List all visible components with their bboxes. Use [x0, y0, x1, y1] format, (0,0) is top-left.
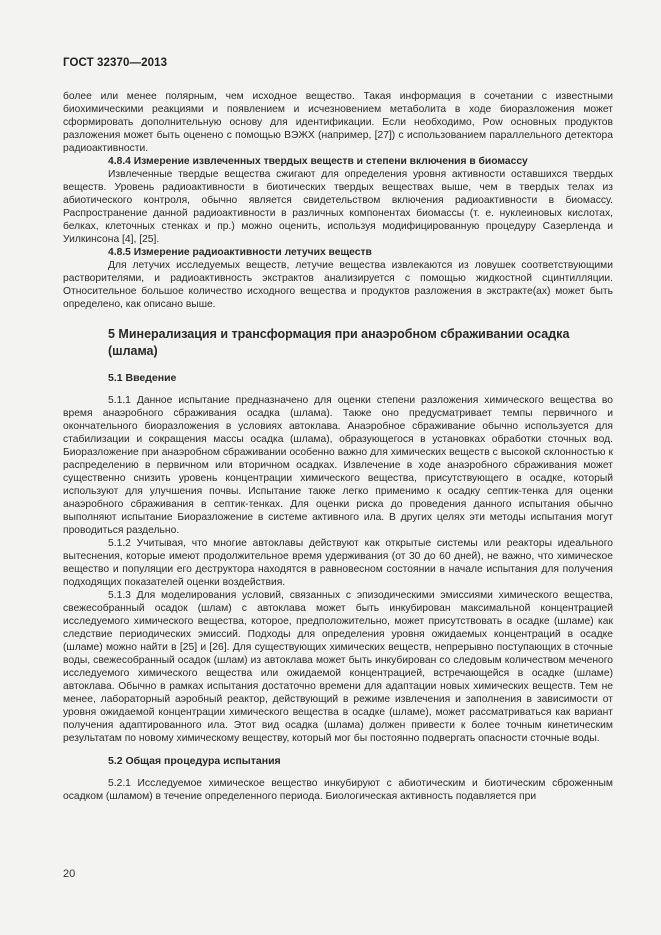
subsection-heading: 5.2 Общая процедура испытания [108, 755, 281, 767]
subsection-heading: 4.8.5 Измерение радиоактивности летучих веществ [108, 247, 372, 258]
document-body [63, 90, 613, 803]
paragraph: Извлеченные твердые вещества сжигают для определения уровня активности оставшихся твердых веществ. Уровень радиоактивности в биотических твердых веществах выше, чем в твердых телах из абиотического контроля, обычно является свидетельством включения радиоактивности в биомассу. Распространение данной радиоактивности в различных компонентах биомассы (т. е. нуклеиновых кислотах, белках, клеточных стенках и пр.) можно оценить, используя модифицированную процедуру Сазерленда и Уилкинсона [4], [25]. [63, 169, 613, 245]
subsection-heading: 5.1 Введение [108, 372, 177, 384]
paragraph: более или менее полярным, чем исходное вещество. Такая информация в сочетании с известными биохимическими реакциями и появлением и исчезновением метаболита в ходе биоразложения может сформировать дополнительную основу для идентификации. Если необходимо, Pow основных продуктов разложения может быть оценено с помощью ВЭЖХ (например, [27]) с использованием параллельного детектора радиоактивности. [63, 91, 613, 154]
paragraph: 5.1.3 Для моделирования условий, связанных с эпизодическими эмиссиями химического вещества, свежесобранный осадок (шлам) с автоклава может быть инкубирован максимальной концентрацией исследуемого химического вещества, которое, предположительно, может присутствовать в осадке (шламе) как следствие периодических эмиссий. Подходы для определения уровня ожидаемых концентраций в осадке (шламе) можно найти в [25] и [26]. Для существующих химических веществ, непрерывно поступающих в сточные воды, свежесобранный осадок (шлам) из автоклава может быть инкубирован со следовым количеством меченого исследуемого химического вещества или ожидаемой концентрацией, встречающейся в осадке (шламе) автоклава. Обычно в рамках испытания достаточно времени для адаптации новых химических веществ. Тем не менее, лабораторный аэробный реактор, действующий в режиме извлечения и заполнения в зависимости от уровня ожидаемой концентрации химического вещества в осадке (шламе), может рассматриваться как вариант получения адаптированного ила. Этот вид осадка (шлама) должен привести к более точным кинетическим результатам по новому химическому веществу, который мог бы постоянно подвергать опасности сточные воды. [63, 590, 613, 744]
page-number: 20 [63, 868, 76, 880]
paragraph: 5.2.1 Исследуемое химическое вещество инкубируют с абиотическим и биотическим сброженным осадком (шламом) в течение определенного периода. Биологическая активность подавляется при [63, 778, 613, 802]
standard-header: ГОСТ 32370—2013 [63, 57, 168, 69]
paragraph: 5.1.1 Данное испытание предназначено для оценки степени разложения химического вещества во время анаэробного сбраживания осадка (шлама). Также оно предусматривает темпы первичного и окончательного биоразложения в условиях автоклава. Анаэробное сбраживание обычно используется для стабилизации и сокращения массы осадка (шлама), образующегося в установках обработки сточных вод. Биоразложение при анаэробном сбраживании особенно важно для химических веществ с высокой склонностью к распределению в первичном или вторичном осадках. Извлечение в ходе анаэробного сбраживания может существенно снизить уровень концентрации химического вещества, присутствующего в осадке, который используют для улучшения почвы. Испытание также легко применимо к осадку септик-тенка для оценки анаэробного сбраживания в септик-тенках. Для оценки риска до проведения данного испытания обычно выполняют испытание Биоразложение в системе активного ила. В других целях эти методы испытания могут проводиться раздельно. [63, 395, 613, 536]
paragraph: Для летучих исследуемых веществ, летучие вещества извлекаются из ловушек соответствующими растворителями, и радиоактивность экстрактов анализируется с помощью жидкостной сцинтилляции. Относительное большое количество исходного вещества и продуктов разложения в экстракте(ах) может быть определено, как описано выше. [63, 260, 613, 310]
paragraph: 5.1.2 Учитывая, что многие автоклавы действуют как открытые системы или реакторы идеального вытеснения, которые имеют продолжительное время удерживания (от 30 до 60 дней), не важно, что химическое вещество и популяции его деструктора находятся в равновесном состоянии в начале испытания для получения подходящих показателей оценки воздействия. [63, 538, 613, 588]
section-heading: 5 Минерализация и трансформация при анаэробном сбраживании осадка (шлама) [108, 327, 570, 358]
subsection-heading: 4.8.4 Измерение извлеченных твердых веществ и степени включения в биомассу [108, 156, 528, 167]
